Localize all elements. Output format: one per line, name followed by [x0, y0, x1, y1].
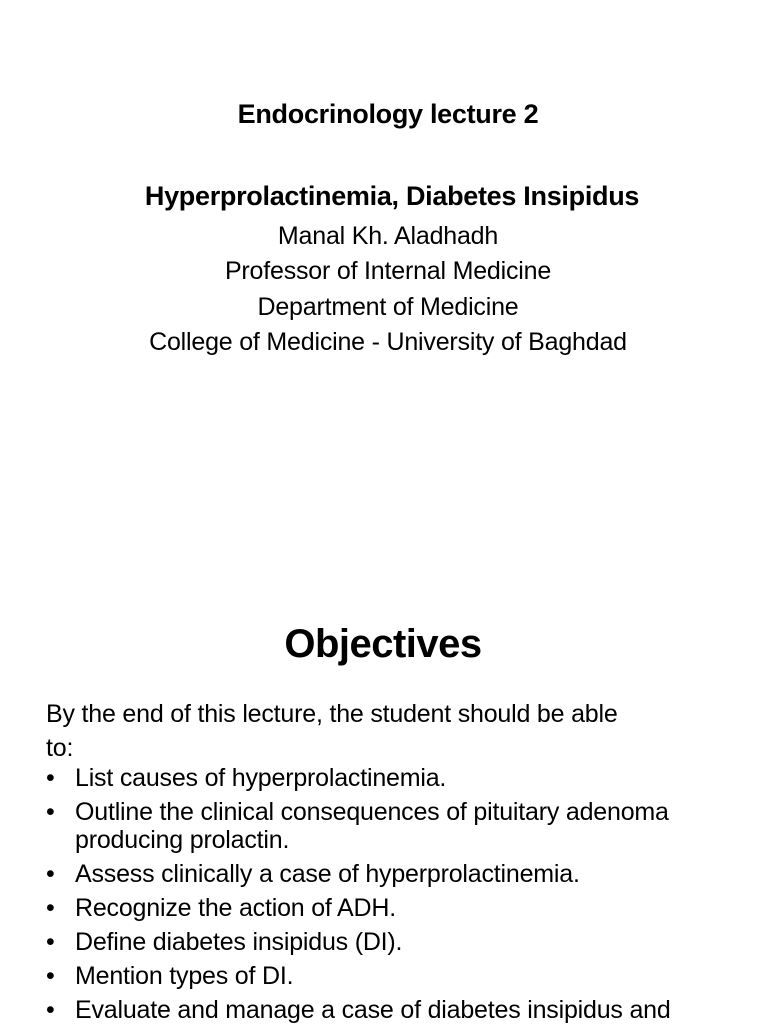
- bullet-icon: •: [46, 860, 55, 888]
- bullet-icon: •: [46, 962, 55, 990]
- lecture-title: Endocrinology lecture 2: [237, 99, 539, 129]
- list-item: [46, 764, 746, 792]
- lecture-subtitle: Hyperprolactinemia, Diabetes Insipidus: [144, 181, 640, 211]
- list-item-text: List causes of hyperprolactinemia.: [75, 764, 447, 792]
- list-item-text: Define diabetes insipidus (DI).: [75, 928, 403, 956]
- list-item: [46, 798, 746, 854]
- list-item-text: Recognize the action of ADH.: [75, 894, 396, 922]
- list-item-text: Evaluate and manage a case of diabetes insipidus and: [75, 996, 671, 1024]
- list-item-text: Outline the clinical consequences of pituitary adenoma producing prolactin.: [75, 798, 669, 854]
- objectives-list: [46, 764, 746, 1024]
- objectives-heading: Objectives: [284, 622, 482, 666]
- list-item-text: Assess clinically a case of hyperprolactinemia.: [75, 860, 580, 888]
- list-item: [46, 996, 746, 1024]
- bullet-icon: •: [46, 764, 55, 792]
- bullet-icon: •: [46, 894, 55, 922]
- list-item: [46, 894, 746, 922]
- author-college: College of Medicine - University of Baghdad: [149, 328, 627, 356]
- list-item: [46, 860, 746, 888]
- bullet-icon: •: [46, 798, 55, 826]
- objectives-intro: By the end of this lecture, the student should be able to:: [46, 700, 618, 762]
- list-item: [46, 962, 746, 990]
- author-position: Professor of Internal Medicine: [224, 257, 552, 285]
- bullet-icon: •: [46, 928, 55, 956]
- author-department: Department of Medicine: [257, 293, 519, 321]
- list-item: [46, 928, 746, 956]
- author-name: Manal Kh. Aladhadh: [277, 222, 499, 250]
- list-item-text: Mention types of DI.: [75, 962, 294, 990]
- bullet-icon: •: [46, 996, 55, 1024]
